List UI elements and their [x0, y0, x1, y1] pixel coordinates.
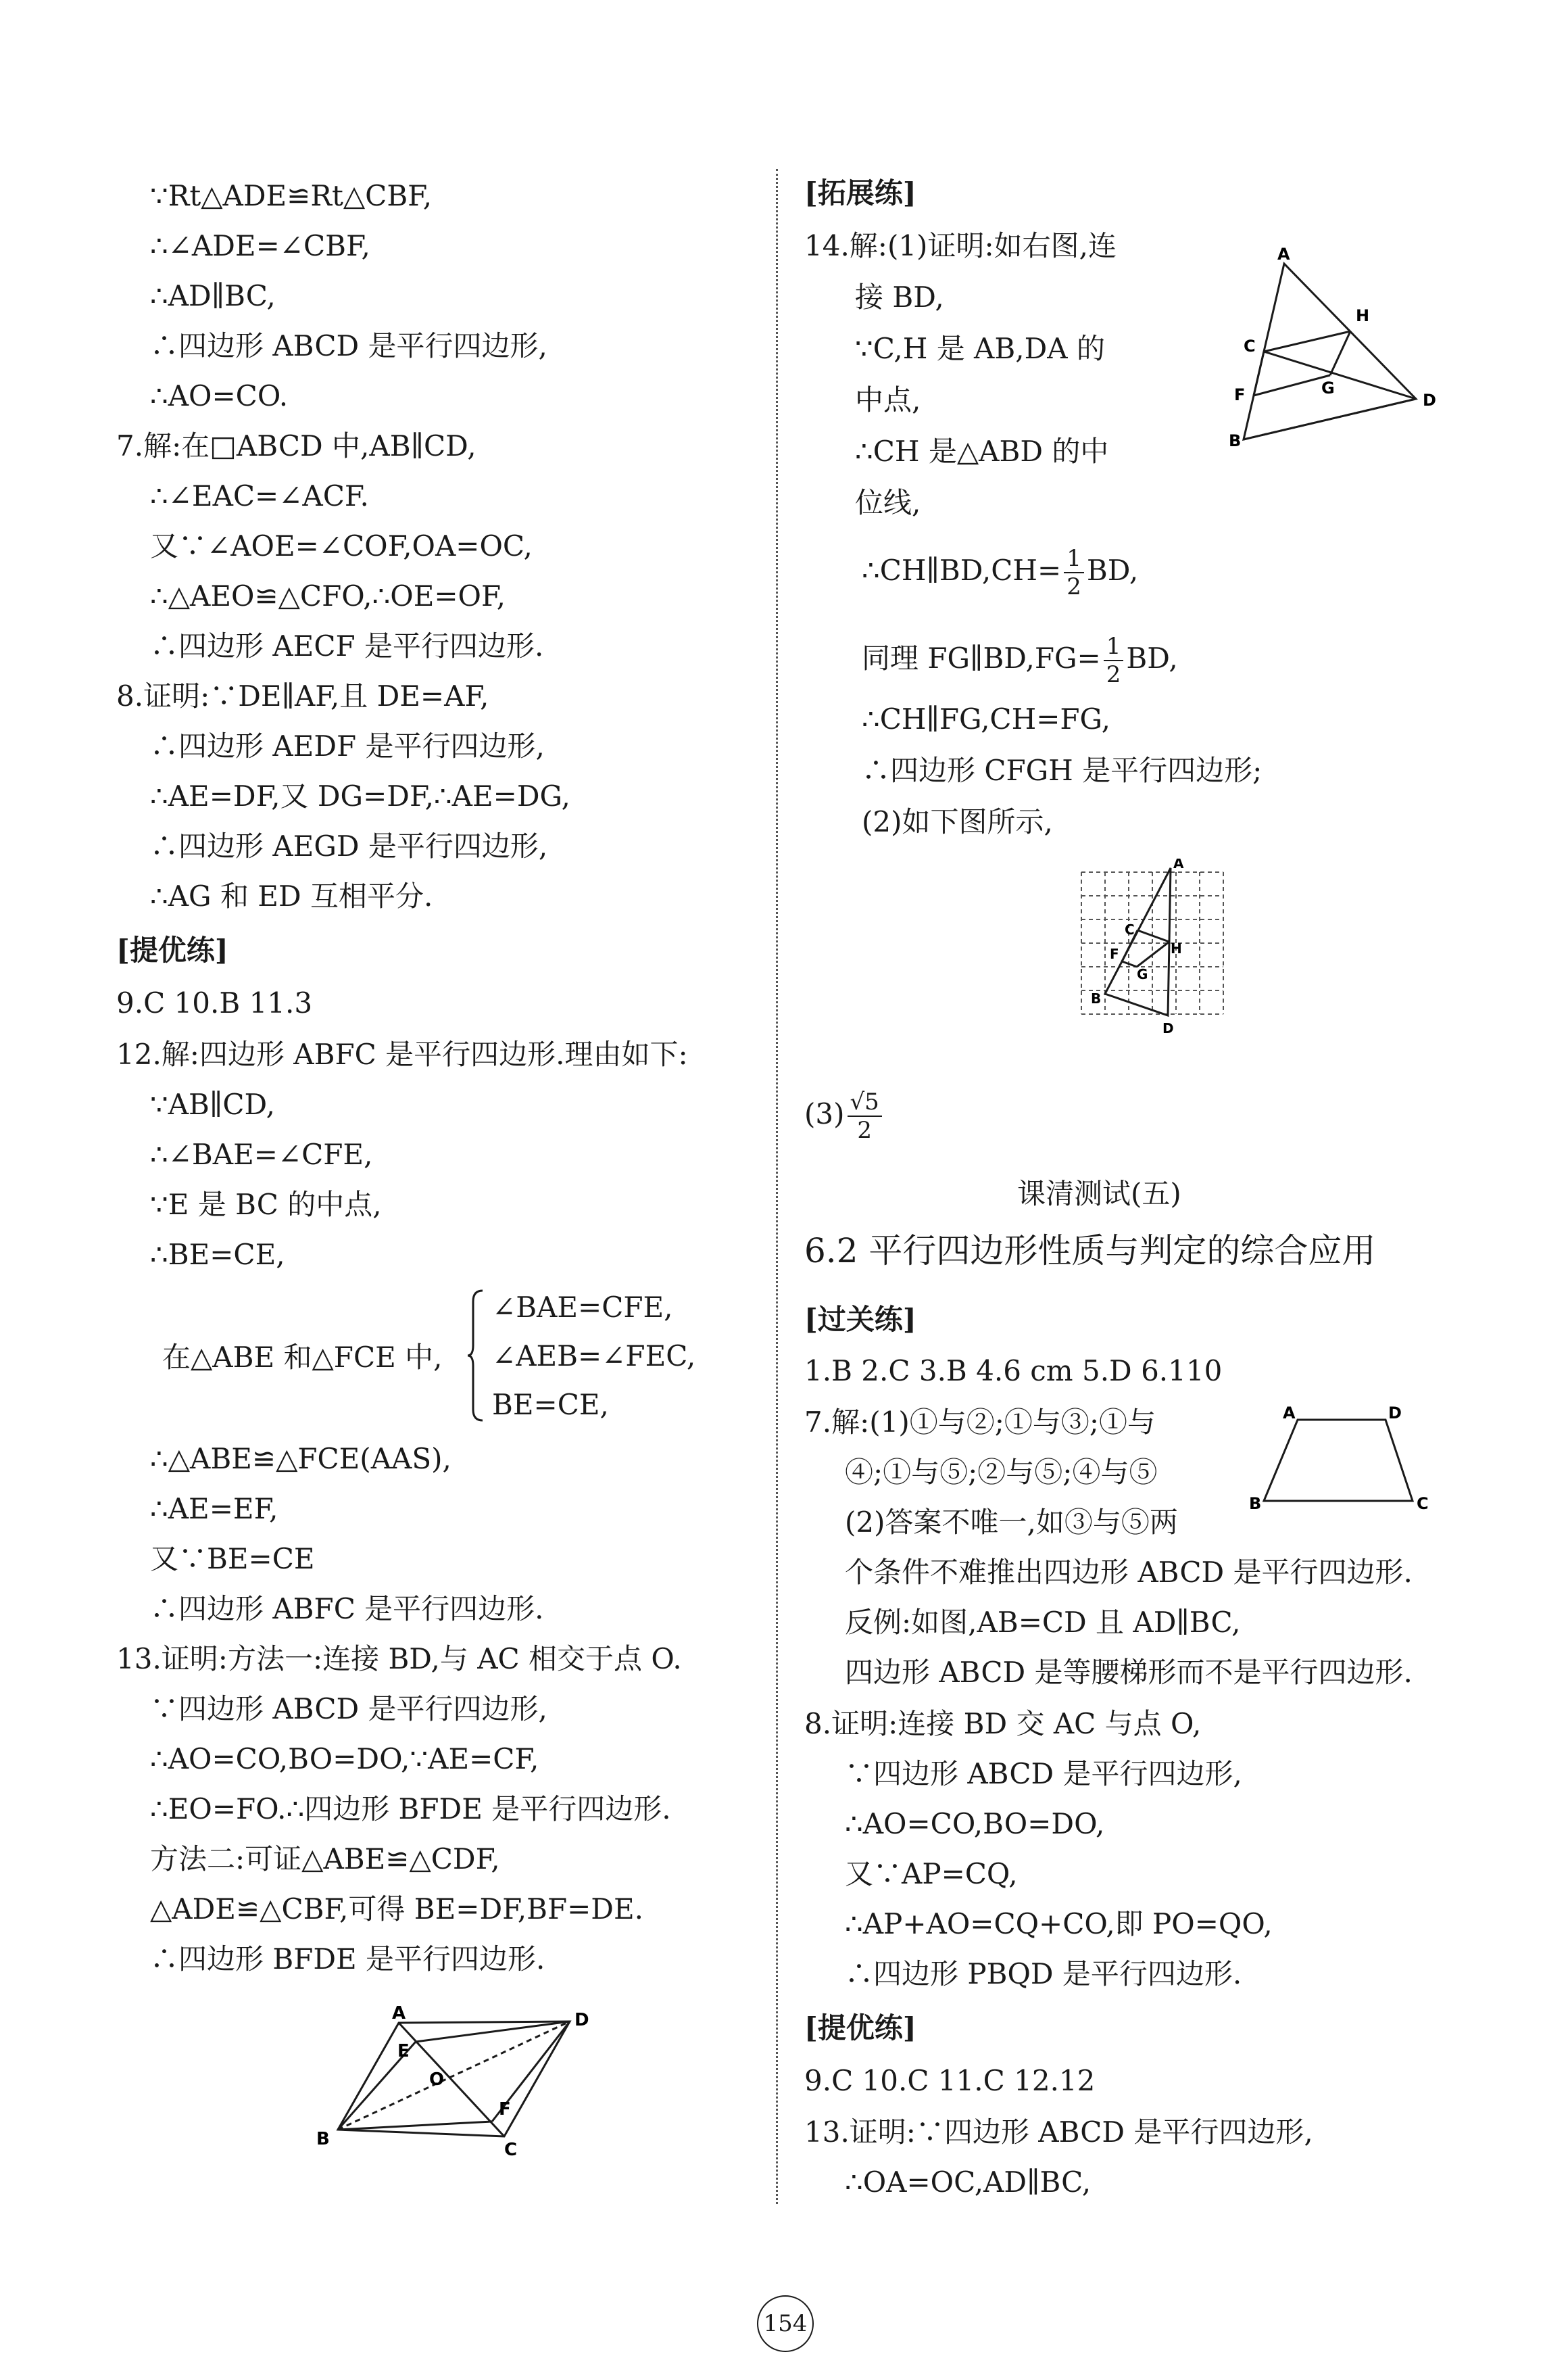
fig-label: G — [1321, 379, 1335, 398]
section-heading: [拓展练] — [804, 176, 916, 210]
text-line: ∴∠ADE=∠CBF, — [150, 229, 370, 262]
text-line: 四边形 ABCD 是等腰梯形而不是平行四边形. — [845, 1656, 1413, 1689]
fg-suffix: BD, — [1126, 642, 1178, 675]
fig-label: O — [429, 2069, 445, 2090]
system-eq: ∠BAE=CFE, — [492, 1291, 673, 1324]
fig-label: E — [397, 2041, 410, 2061]
answers-line: 9.C 10.C 11.C 12.12 — [804, 2064, 1096, 2097]
fig-label: F — [499, 2099, 511, 2119]
fig-label: A — [392, 2003, 406, 2023]
fraction — [848, 1088, 882, 1144]
fraction — [1104, 633, 1124, 688]
ch-prefix: ∴CH∥BD,CH= — [862, 554, 1062, 587]
triangle-figure — [1176, 243, 1446, 460]
fig-label: B — [316, 2129, 330, 2149]
fg-prefix: 同理 FG∥BD,FG= — [862, 642, 1101, 675]
section-heading: [提优练] — [116, 934, 228, 967]
text-line: ∴AO=CO. — [150, 379, 289, 412]
problem-7: 7.解:在□ABCD 中,AB∥CD, — [116, 429, 476, 462]
text-line: ∵四边形 ABCD 是平行四边形, — [845, 1757, 1242, 1790]
frac-num: 1 — [1104, 633, 1124, 661]
text-line: ∴AP+AO=CQ+CO,即 PO=QO, — [845, 1907, 1273, 1940]
fig-label: F — [1110, 946, 1119, 962]
fig-label: B — [1229, 431, 1242, 450]
fg-line — [862, 633, 1178, 688]
text-line: ∴四边形 ABFC 是平行四边形. — [150, 1592, 544, 1625]
problem-14: 14.解:(1)证明:如右图,连 — [804, 229, 1117, 262]
frac-den: 2 — [1106, 661, 1121, 688]
fig-label: H — [1171, 940, 1182, 957]
fig-label: A — [1283, 1404, 1296, 1422]
text-line: ∴AE=EF, — [150, 1492, 278, 1525]
fig-label: A — [1173, 859, 1184, 871]
text-line: ∴CH 是△ABD 的中 — [855, 435, 1109, 468]
fig-label: B — [1091, 990, 1102, 1007]
parallelogram-figure — [297, 2001, 615, 2163]
answers-line: 9.C 10.B 11.3 — [116, 986, 313, 1020]
text-line: ∴四边形 AEGD 是平行四边形, — [150, 830, 548, 863]
fig-label: A — [1277, 245, 1290, 264]
problem-8: 8.证明:连接 BD 交 AC 与点 O, — [804, 1707, 1202, 1740]
fig-label: F — [1234, 385, 1246, 404]
brace-icon — [466, 1288, 487, 1423]
text-line: ∵E 是 BC 的中点, — [150, 1188, 382, 1221]
frac-num: 1 — [1064, 545, 1084, 573]
text-line: ∴AE=DF,又 DG=DF,∴AE=DG, — [150, 780, 570, 813]
fig-label: C — [1244, 337, 1256, 356]
text-line: 方法二:可证△ABE≌△CDF, — [150, 1842, 500, 1875]
text-line: ∴四边形 AECF 是平行四边形. — [150, 629, 544, 663]
text-line: ∵四边形 ABCD 是平行四边形, — [150, 1692, 547, 1725]
text-line: 中点, — [855, 383, 921, 416]
text-line: ∴OA=OC,AD∥BC, — [845, 2165, 1092, 2199]
fig-label: B — [1249, 1494, 1262, 1513]
text-line: ∴∠EAC=∠ACF. — [150, 479, 369, 512]
text-line: (2)如下图所示, — [862, 805, 1053, 838]
fig-label: D — [574, 2010, 589, 2030]
text-line: ∴四边形 PBQD 是平行四边形. — [845, 1957, 1242, 1990]
part3-line — [804, 1088, 885, 1144]
text-line: 位线, — [855, 486, 921, 519]
ch-line — [862, 545, 1138, 600]
system-eq: BE=CE, — [492, 1388, 609, 1421]
fig-label: C — [504, 2140, 518, 2160]
text-line: ∵AB∥CD, — [150, 1088, 275, 1121]
answers-line: 1.B 2.C 3.B 4.6 cm 5.D 6.110 — [804, 1354, 1223, 1387]
text-line: 反例:如图,AB=CD 且 AD∥BC, — [845, 1606, 1241, 1639]
problem-13: 13.证明:方法一:连接 BD,与 AC 相交于点 O. — [116, 1642, 682, 1675]
text-line: ∴四边形 AEDF 是平行四边形, — [150, 729, 545, 763]
text-line: ∴BE=CE, — [150, 1238, 285, 1271]
text-line: 又∵AP=CQ, — [845, 1857, 1018, 1890]
text-line: (2)答案不唯一,如③与⑤两 — [845, 1506, 1178, 1539]
text-line: ∴AD∥BC, — [150, 279, 276, 312]
fig-label: H — [1356, 306, 1370, 325]
frac-den: 2 — [857, 1117, 872, 1144]
fig-label: C — [1417, 1494, 1429, 1513]
text-line: ∴AO=CO,BO=DO, — [845, 1807, 1105, 1840]
text-line: 又∵BE=CE — [150, 1542, 315, 1575]
text-line: ∵Rt△ADE≌Rt△CBF, — [150, 179, 433, 212]
ch-suffix: BD, — [1086, 554, 1139, 587]
grid-figure — [1075, 859, 1237, 1041]
text-line: 接 BD, — [855, 281, 944, 314]
text-line: ∴四边形 CFGH 是平行四边形; — [862, 754, 1263, 787]
text-line: ∵C,H 是 AB,DA 的 — [855, 332, 1105, 365]
fraction — [1064, 545, 1084, 600]
fig-label: D — [1162, 1020, 1174, 1036]
column-divider — [776, 169, 778, 2204]
section-title: 6.2 平行四边形性质与判定的综合应用 — [804, 1231, 1376, 1270]
text-line: 又∵∠AOE=∠COF,OA=OC, — [150, 529, 533, 562]
text-line: ④;①与⑤;②与⑤;④与⑤ — [845, 1456, 1158, 1489]
system-eq: ∠AEB=∠FEC, — [492, 1339, 696, 1372]
problem-8: 8.证明:∵DE∥AF,且 DE=AF, — [116, 679, 489, 713]
problem-7: 7.解:(1)①与②;①与③;①与 — [804, 1406, 1156, 1439]
text-line: ∴EO=FO.∴四边形 BFDE 是平行四边形. — [150, 1792, 671, 1825]
text-line: ∴AG 和 ED 互相平分. — [150, 880, 433, 913]
fig-label: D — [1423, 391, 1436, 410]
text-line: ∴AO=CO,BO=DO,∵AE=CF, — [150, 1742, 539, 1775]
fig-label: D — [1388, 1404, 1402, 1422]
text-line: ∴四边形 ABCD 是平行四边形, — [150, 329, 547, 362]
text-line: ∴CH∥FG,CH=FG, — [862, 702, 1110, 736]
section-heading: [提优练] — [804, 2011, 916, 2044]
page-number: 154 — [757, 2295, 814, 2352]
frac-num: √5 — [848, 1088, 882, 1117]
fig-label: G — [1137, 966, 1148, 982]
part3-prefix: (3) — [804, 1097, 845, 1130]
text-line: ∴△ABE≌△FCE(AAS), — [150, 1442, 451, 1475]
system-prefix: 在△ABE 和△FCE 中, — [162, 1341, 443, 1374]
trapezoid-figure — [1244, 1399, 1453, 1521]
section-heading: [过关练] — [804, 1303, 916, 1336]
fig-label: C — [1125, 921, 1135, 938]
test-title: 课清测试(五) — [1017, 1177, 1181, 1210]
problem-12: 12.解:四边形 ABFC 是平行四边形.理由如下: — [116, 1038, 688, 1071]
problem-13: 13.证明:∵四边形 ABCD 是平行四边形, — [804, 2115, 1313, 2149]
text-line: ∴△AEO≌△CFO,∴OE=OF, — [150, 579, 506, 613]
text-line: △ADE≌△CBF,可得 BE=DF,BF=DE. — [150, 1892, 643, 1925]
text-line: 个条件不难推出四边形 ABCD 是平行四边形. — [845, 1556, 1413, 1589]
text-line: ∴∠BAE=∠CFE, — [150, 1138, 373, 1171]
frac-den: 2 — [1067, 573, 1081, 600]
text-line: ∴四边形 BFDE 是平行四边形. — [150, 1942, 545, 1975]
